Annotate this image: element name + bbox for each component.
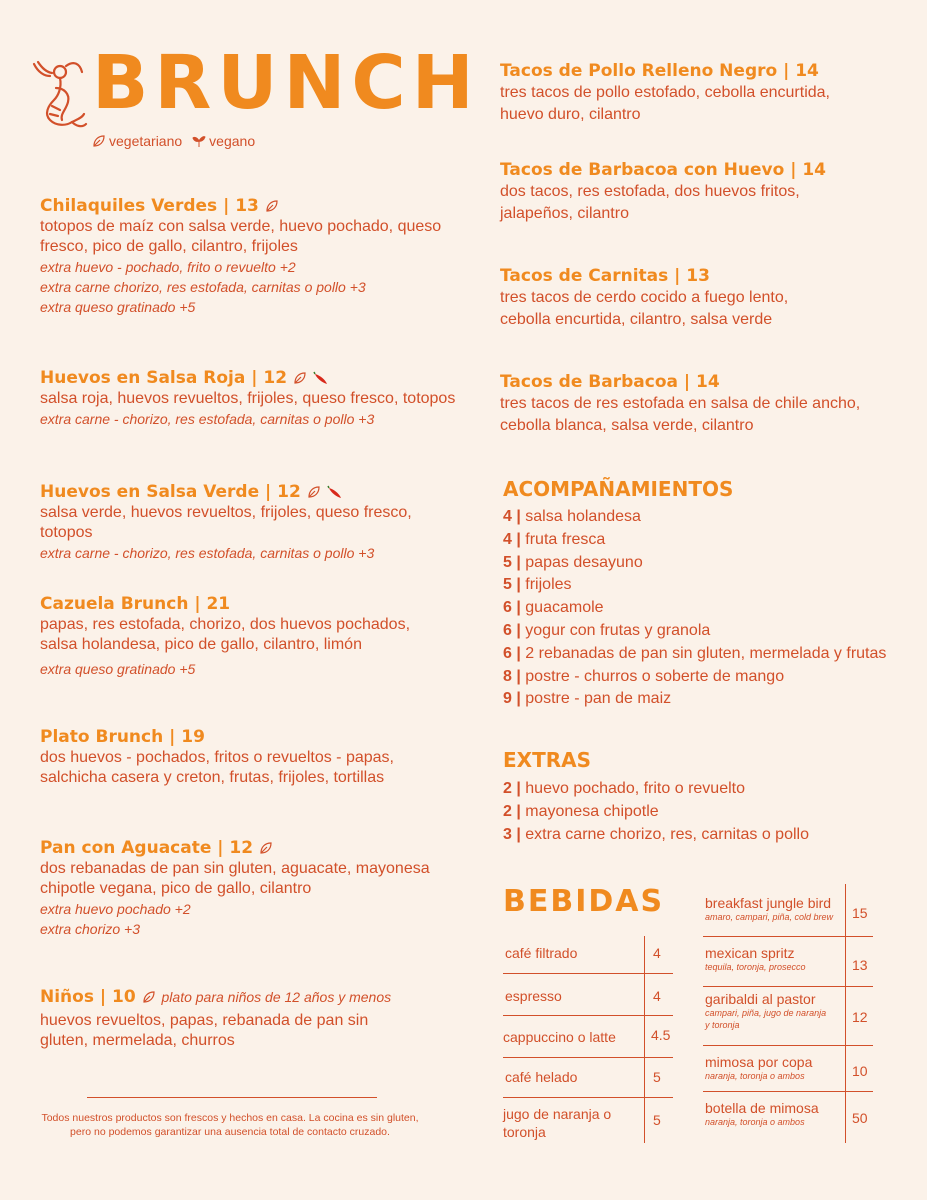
list-item: 5 | papas desayuno: [503, 553, 643, 571]
dish-name: Plato Brunch | 19: [40, 727, 205, 747]
extras-list: [503, 778, 903, 846]
dish-extra: extra carne - chorizo, res estofada, carnitas o pollo +3: [40, 411, 375, 427]
dish-desc: dos huevos - pochados, fritos o revueltos - papas,: [40, 749, 394, 766]
taco-barbacoa: [500, 371, 900, 437]
dish-cazuela-brunch: [40, 593, 460, 679]
legend-vegan: [192, 133, 255, 149]
mermaid-logo-icon: [30, 58, 90, 138]
dish-name: Niños | 10: [40, 987, 136, 1007]
drink-item: mimosa por copa naranja, toronja o ambos: [705, 1054, 813, 1081]
drink-item: mexican spritz tequila, toronja, prosecco: [705, 945, 806, 972]
table-divider: [503, 1057, 673, 1058]
dish-huevos-salsa-verde: [40, 481, 460, 563]
dish-name: Tacos de Pollo Relleno Negro | 14: [500, 61, 819, 81]
dish-ninos: [40, 986, 460, 1051]
list-item: 8 | postre - churros o soberte de mango: [503, 667, 785, 685]
dish-desc: tres tacos de cerdo cocido a fuego lento,: [500, 289, 789, 306]
dish-huevos-salsa-roja: [40, 367, 460, 429]
dish-desc: salchicha casera y creton, frutas, frijoles, tortillas: [40, 769, 385, 786]
dish-plato-brunch: [40, 726, 460, 788]
dish-desc: huevo duro, cilantro: [500, 106, 641, 123]
drink-price: 12: [852, 1009, 868, 1025]
list-item: 6 | yogur con frutas y granola: [503, 621, 711, 639]
drink-price: 4.5: [651, 1027, 671, 1043]
drink-item: cappuccino o latte: [503, 1029, 616, 1045]
acompanamientos-list: [503, 506, 903, 711]
diet-legend: [92, 133, 255, 149]
list-item: 5 | frijoles: [503, 576, 572, 594]
dish-pan-con-aguacate: [40, 837, 460, 939]
drink-item: jugo de naranja o toronja: [503, 1106, 612, 1140]
dish-desc: jalapeños, cilantro: [500, 205, 629, 222]
dish-name: Tacos de Carnitas | 13: [500, 266, 710, 286]
dish-desc: salsa verde, huevos revueltos, frijoles, queso fresco, totopos: [40, 504, 412, 541]
dish-desc: cebolla blanca, salsa verde, cilantro: [500, 417, 754, 434]
table-divider: [845, 884, 846, 1143]
dish-desc: salsa roja, huevos revueltos, frijoles, queso fresco, totopos: [40, 390, 456, 407]
leaf-outline-icon: [92, 134, 106, 148]
chili-pepper-icon: [327, 485, 343, 499]
dish-name: Huevos en Salsa Verde | 12: [40, 482, 301, 502]
bebidas-title: BEBIDAS: [503, 884, 665, 919]
table-divider: [503, 1097, 673, 1098]
vegetarian-leaf-icon: [142, 990, 156, 1004]
dish-desc: dos rebanadas de pan sin gluten, aguacate, mayonesa: [40, 860, 430, 877]
dish-desc: cebolla encurtida, cilantro, salsa verde: [500, 311, 773, 328]
drink-price: 10: [852, 1063, 868, 1079]
dish-desc: papas, res estofada, chorizo, dos huevos pochados,: [40, 616, 411, 633]
list-item: 6 | 2 rebanadas de pan sin gluten, mermelada y frutas: [503, 644, 887, 662]
dish-name: Tacos de Barbacoa con Huevo | 14: [500, 160, 826, 180]
dish-desc: fresco, pico de gallo, cilantro, frijoles: [40, 238, 298, 255]
drink-price: 13: [852, 957, 868, 973]
table-divider: [644, 936, 645, 1143]
dish-desc: tres tacos de res estofada en salsa de chile ancho,: [500, 395, 861, 412]
list-item: 4 | fruta fresca: [503, 530, 606, 548]
table-divider: [503, 1015, 673, 1016]
table-divider: [703, 986, 873, 987]
taco-carnitas: [500, 265, 900, 331]
dish-desc: salsa holandesa, pico de gallo, cilantro, limón: [40, 636, 362, 653]
drink-price: 5: [653, 1069, 661, 1085]
vegetarian-leaf-icon: [307, 485, 321, 499]
list-item: 2 | mayonesa chipotle: [503, 802, 659, 820]
drink-price: 50: [852, 1110, 868, 1126]
drink-price: 5: [653, 1112, 661, 1128]
footer-divider: [87, 1097, 377, 1098]
dish-extra: extra huevo - pochado, frito o revuelto +2: [40, 259, 296, 275]
drink-item: espresso: [505, 988, 562, 1004]
dish-extra: extra carne chorizo, res estofada, carnitas o pollo +3: [40, 279, 366, 295]
table-divider: [703, 1045, 873, 1046]
vegetarian-leaf-icon: [259, 841, 273, 855]
list-item: 9 | postre - pan de maiz: [503, 690, 672, 708]
dish-name: Huevos en Salsa Roja | 12: [40, 368, 288, 388]
drink-item: garibaldi al pastor campari, piña, jugo de naranja y toronja: [705, 991, 827, 1030]
table-divider: [703, 1091, 873, 1092]
dish-extra: extra carne - chorizo, res estofada, carnitas o pollo +3: [40, 545, 375, 561]
vegetarian-leaf-icon: [265, 199, 279, 213]
dish-desc: gluten, mermelada, churros: [40, 1032, 235, 1049]
dish-name: Cazuela Brunch | 21: [40, 594, 231, 614]
dish-desc: chipotle vegana, pico de gallo, cilantro: [40, 880, 312, 897]
table-divider: [703, 936, 873, 937]
dish-extra: extra queso gratinado +5: [40, 661, 196, 677]
dish-name: Chilaquiles Verdes | 13: [40, 196, 259, 216]
list-item: 4 | salsa holandesa: [503, 508, 641, 525]
drink-item: café helado: [505, 1069, 578, 1085]
list-item: 2 | huevo pochado, frito o revuelto: [503, 780, 745, 797]
dish-chilaquiles-verdes: [40, 195, 460, 317]
dish-note: plato para niños de 12 años y menos: [161, 989, 392, 1005]
dish-name: Tacos de Barbacoa | 14: [500, 372, 720, 392]
legend-vegan-label: vegano: [209, 133, 256, 149]
acompanamientos-title: ACOMPAÑAMIENTOS: [503, 477, 734, 501]
dish-desc: tres tacos de pollo estofado, cebolla encurtida,: [500, 84, 830, 101]
drink-item: café filtrado: [505, 945, 578, 961]
dish-desc: dos tacos, res estofada, dos huevos fritos,: [500, 183, 800, 200]
drink-price: 15: [852, 905, 868, 921]
taco-pollo-relleno-negro: [500, 60, 900, 126]
sprout-icon: [192, 134, 206, 148]
legend-vegetarian-label: vegetariano: [109, 133, 183, 149]
chili-pepper-icon: [313, 371, 329, 385]
extras-title: EXTRAS: [503, 748, 592, 772]
dish-extra: extra queso gratinado +5: [40, 299, 196, 315]
dish-desc: totopos de maíz con salsa verde, huevo pochado, queso: [40, 218, 442, 235]
dish-extra: extra huevo pochado +2: [40, 901, 191, 917]
list-item: 6 | guacamole: [503, 599, 604, 617]
drink-price: 4: [653, 988, 661, 1004]
list-item: 3 | extra carne chorizo, res, carnitas o pollo: [503, 825, 809, 843]
drink-item: botella de mimosa naranja, toronja o ambos: [705, 1100, 819, 1127]
legend-vegetarian: [92, 133, 182, 149]
footer-note: Todos nuestros productos son frescos y hechos en casa. La cocina es sin gluten, pero no podemos garantizar una ausencia total de contacto cruzado.: [41, 1112, 419, 1138]
drink-item: breakfast jungle bird amaro, campari, piña, cold brew: [705, 895, 834, 922]
drink-price: 4: [653, 945, 661, 961]
taco-barbacoa-con-huevo: [500, 159, 900, 225]
vegetarian-leaf-icon: [293, 371, 307, 385]
dish-extra: extra chorizo +3: [40, 921, 140, 937]
dish-desc: huevos revueltos, papas, rebanada de pan sin: [40, 1012, 369, 1029]
table-divider: [503, 973, 673, 974]
dish-name: Pan con Aguacate | 12: [40, 838, 254, 858]
page-title: BRUNCH: [92, 40, 480, 126]
